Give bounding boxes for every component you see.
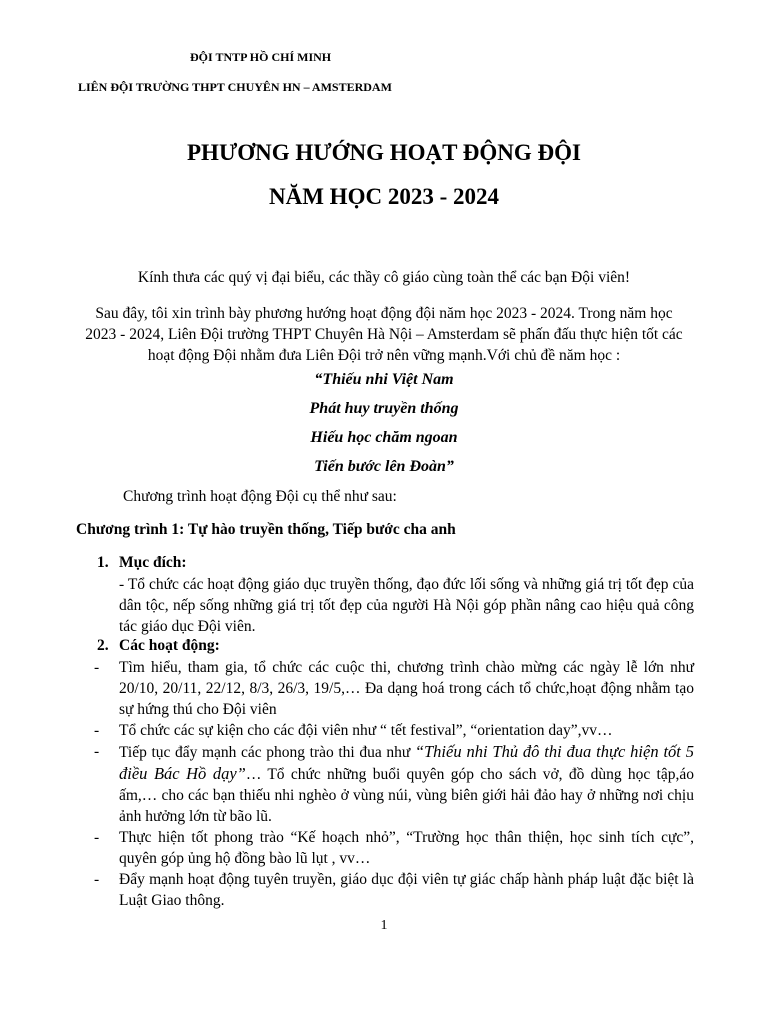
greeting-text: Kính thưa các quý vị đại biểu, các thầy cô giáo cùng toàn thể các bạn Đội viên! [137, 269, 631, 286]
activity-text: Tìm hiểu, tham gia, tổ chức các cuộc thi, chương trình chào mừng các ngày lễ lớn như 20/10, 20/11, 22/12, 8/3, 26/3, 19/5,… Đa dạng hoá trong cách tổ chức,hoạt động nhằm tạo sự hứng thú cho Đội viên [119, 659, 694, 718]
activity-text: Thực hiện tốt phong trào “Kế hoạch nhỏ”, “Trường học thân thiện, học sinh tích cực”, quyên góp ủng hộ đồng bào lũ lụt , vv… [119, 829, 694, 867]
activity-text: Tổ chức các sự kiện cho các đội viên như “ tết festival”, “orientation day”,vv… [119, 722, 613, 739]
purpose-text: - Tổ chức các hoạt động giáo dục truyền thống, đạo đức lối sống và những giá trị tốt đẹp của dân tộc, nếp sống những giá trị tốt đẹp của người Hà Nội góp phần nâng cao hiệu quả công tác giáo dục Đội viên. [119, 576, 694, 635]
document-title-line2: NĂM HỌC 2023 - 2024 [269, 184, 499, 209]
org-name-line1: ĐỘI TNTP HỒ CHÍ MINH [190, 50, 332, 64]
intro-paragraph: Sau đây, tôi xin trình bày phương hướng hoạt động đội năm học 2023 - 2024. Trong năm học 2023 - 2024, Liên Đội trường THPT Chuyên Hà Nội – Amsterdam sẽ phấn đấu thực hiện tốt các hoạt động Đội nhằm đưa Liên Đội trở nên vững mạnh.Với chủ đề năm học : [85, 305, 683, 364]
bullet-dash: - [94, 722, 100, 739]
list-item [94, 657, 694, 720]
section-heading-purpose [97, 554, 187, 572]
document-title-line1: PHƯƠNG HƯỚNG HOẠT ĐỘNG ĐỘI [187, 140, 581, 165]
list-item [94, 827, 694, 869]
motto-line-3: Hiếu học chăm ngoan [310, 429, 458, 446]
section-number: 1. [97, 554, 109, 571]
motto-line-2: Phát huy truyền thống [309, 400, 459, 417]
program-heading: Chương trình 1: Tự hào truyền thống, Tiếp bước cha anh [76, 521, 456, 538]
activities-list [94, 657, 694, 911]
activity-italic-quote: “Thiếu nhi Thủ đô thi đua thực hiện tốt 5 điều Bác Hồ dạy” [119, 742, 694, 783]
section-title: Các hoạt động: [119, 637, 220, 654]
list-item [94, 741, 694, 827]
bullet-dash: - [94, 659, 100, 676]
section-number: 2. [97, 637, 109, 654]
activity-text: Tiếp tục đẩy mạnh các phong trào thi đua như [119, 744, 415, 761]
list-item [94, 869, 694, 911]
page-number: 1 [380, 918, 388, 933]
bullet-dash: - [94, 743, 100, 760]
section-title: Mục đích: [119, 554, 187, 571]
motto-line-1: “Thiếu nhi Việt Nam [314, 371, 454, 388]
lead-in-text: Chương trình hoạt động Đội cụ thể như sau: [123, 488, 397, 505]
list-item [94, 720, 694, 741]
bullet-dash: - [94, 871, 100, 888]
section-heading-activities [97, 637, 220, 655]
bullet-dash: - [94, 829, 100, 846]
activity-text: … Tổ chức những buổi quyên góp cho sách vở, đồ dùng học tập,áo ấm,… cho các bạn thiếu nhi nghèo ở vùng núi, vùng biên giới hải đảo hay ở những nơi chịu ảnh hưởng lớn từ bão lũ. [119, 766, 694, 825]
motto-line-4: Tiến bước lên Đoàn” [314, 458, 454, 475]
org-name-line2: LIÊN ĐỘI TRƯỜNG THPT CHUYÊN HN – AMSTERDAM [78, 80, 392, 94]
activity-text: Đẩy mạnh hoạt động tuyên truyền, giáo dục đội viên tự giác chấp hành pháp luật đặc biệt là Luật Giao thông. [119, 871, 694, 909]
